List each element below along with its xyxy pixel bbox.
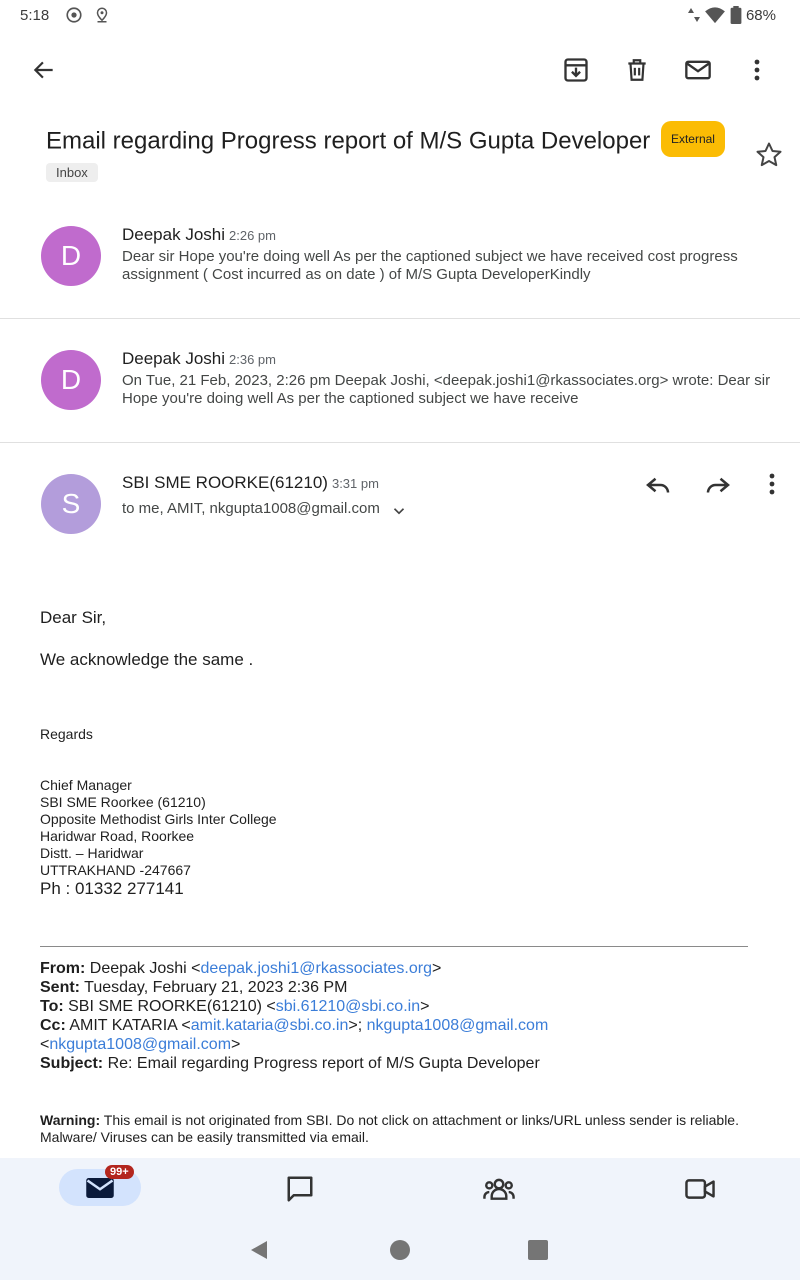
battery-icon (730, 6, 742, 24)
status-right (688, 6, 776, 24)
thread-subject (46, 124, 746, 160)
star-icon[interactable] (754, 140, 784, 170)
signature-line: SBI SME Roorkee (61210) (40, 794, 206, 810)
avatar[interactable]: D (41, 350, 101, 410)
subject-label: Subject: (40, 1055, 104, 1072)
avatar[interactable]: D (41, 226, 101, 286)
cc-email-link[interactable]: nkgupta1008@gmail.com (49, 1036, 232, 1053)
app-bar (0, 40, 800, 100)
signature-phone: Ph : 01332 277141 (40, 879, 184, 898)
people-icon[interactable] (482, 1174, 516, 1204)
signature-line: Distt. – Haridwar (40, 845, 144, 861)
from-label: From: (40, 960, 86, 977)
message-collapsed-2[interactable] (0, 320, 800, 442)
sender-line (122, 349, 276, 369)
message-collapsed-1[interactable] (0, 200, 800, 318)
signature-line: Chief Manager (40, 777, 132, 793)
warning-text: This email is not originated from SBI. Do not click on attachment or links/URL unless sender is reliable. Malware/ Viruses can be easily transmitted via email. (40, 1112, 739, 1145)
unread-badge: 99+ (105, 1165, 134, 1179)
sender-line (122, 225, 276, 245)
status-time: 5:18 (20, 7, 50, 24)
to-email-link[interactable]: sbi.61210@sbi.co.in (275, 998, 421, 1015)
message-time: 2:36 pm (229, 352, 276, 367)
signature-line: Opposite Methodist Girls Inter College (40, 811, 277, 827)
battery-percent: 68% (745, 6, 776, 24)
quote-separator (40, 946, 748, 947)
more-vert-icon[interactable] (768, 472, 776, 496)
chrome-icon (65, 6, 83, 24)
subject-value: Re: Email regarding Progress report of M/S Gupta Developer (103, 1055, 540, 1072)
quoted-from-line: From: Deepak Joshi <deepak.joshi1@rkassociates.org> (40, 960, 442, 977)
chat-icon[interactable] (285, 1174, 315, 1204)
cc-name: AMIT KATARIA < (65, 1017, 191, 1034)
archive-button[interactable] (560, 54, 592, 86)
data-arrows-icon (688, 6, 700, 24)
quoted-sent-line (40, 978, 760, 997)
avatar[interactable]: S (41, 474, 101, 534)
cc-email-link[interactable]: amit.kataria@sbi.co.in (190, 1017, 349, 1034)
message-time: 2:26 pm (229, 228, 276, 243)
signature-block (40, 777, 760, 879)
nav-home-icon[interactable] (388, 1238, 412, 1262)
sent-value: Tuesday, February 21, 2023 2:36 PM (80, 979, 348, 996)
system-nav-bar (0, 1220, 800, 1280)
sender-line (122, 473, 379, 493)
divider (0, 442, 800, 443)
cc-label: Cc: (40, 1017, 66, 1034)
archive-icon (562, 56, 590, 84)
sent-label: Sent: (40, 979, 80, 996)
quoted-subject-line (40, 1054, 760, 1073)
message-snippet: Dear sir Hope you're doing well As per the captioned subject we have received cost progress assignment ( Cost incurred as on date ) of M/S Gupta DeveloperKindly (122, 248, 738, 283)
back-button[interactable] (28, 54, 60, 86)
body-greeting: Dear Sir, (40, 608, 107, 627)
delete-button[interactable] (621, 54, 653, 86)
sender-name: SBI SME ROORKE(61210) (122, 473, 328, 492)
warning-notice (40, 1112, 780, 1146)
to-label: To: (40, 998, 64, 1015)
body-regards: Regards (40, 726, 93, 742)
bottom-nav (0, 1158, 800, 1220)
location-icon (93, 6, 111, 24)
forward-icon[interactable] (703, 470, 733, 500)
recipients-summary[interactable]: to me, AMIT, nkgupta1008@gmail.com (122, 500, 380, 517)
quoted-cc-line: Cc: AMIT KATARIA <amit.kataria@sbi.co.in>; nkgupta1008@gmail.com <nkgupta1008@gmail.com> (40, 1017, 549, 1053)
from-email-link[interactable]: deepak.joshi1@rkassociates.org (200, 960, 432, 977)
subject-text: Email regarding Progress report of M/S Gupta Developer (46, 127, 651, 155)
divider (0, 318, 800, 319)
inbox-label-chip[interactable]: Inbox (46, 163, 98, 182)
chevron-down-icon[interactable] (390, 502, 408, 520)
external-badge: External (661, 121, 725, 157)
more-options-button[interactable] (741, 54, 773, 86)
quoted-to-line: To: SBI SME ROORKE(61210) <sbi.61210@sbi.co.in> (40, 998, 430, 1015)
message-time: 3:31 pm (331, 476, 379, 491)
signature-line: Haridwar Road, Roorkee (40, 828, 195, 844)
message-snippet: On Tue, 21 Feb, 2023, 2:26 pm Deepak Joshi, <deepak.joshi1@rkassociates.org> wrote: Dear sir Hope you're doing well As per the captioned subject we have receive (122, 372, 771, 407)
cc-email-link[interactable]: nkgupta1008@gmail.com (366, 1017, 549, 1034)
sender-name: Deepak Joshi (122, 349, 226, 368)
to-name: SBI SME ROORKE(61210) < (63, 998, 276, 1015)
signature-line: UTTRAKHAND -247667 (40, 862, 191, 878)
more-vert-icon (754, 58, 760, 82)
quoted-header (40, 959, 760, 1073)
mark-unread-button[interactable] (682, 54, 714, 86)
status-bar (0, 0, 800, 32)
sender-name: Deepak Joshi (122, 225, 226, 244)
arrow-left-icon (31, 57, 57, 83)
body-line: We acknowledge the same . (40, 650, 254, 669)
from-name: Deepak Joshi < (85, 960, 201, 977)
trash-icon (624, 56, 650, 84)
wifi-icon (704, 6, 726, 24)
reply-icon[interactable] (643, 470, 673, 500)
nav-back-icon[interactable] (247, 1238, 271, 1262)
mail-icon (684, 56, 712, 84)
nav-recents-icon[interactable] (526, 1238, 550, 1262)
warning-label: Warning: (40, 1112, 101, 1128)
video-icon[interactable] (684, 1174, 716, 1204)
